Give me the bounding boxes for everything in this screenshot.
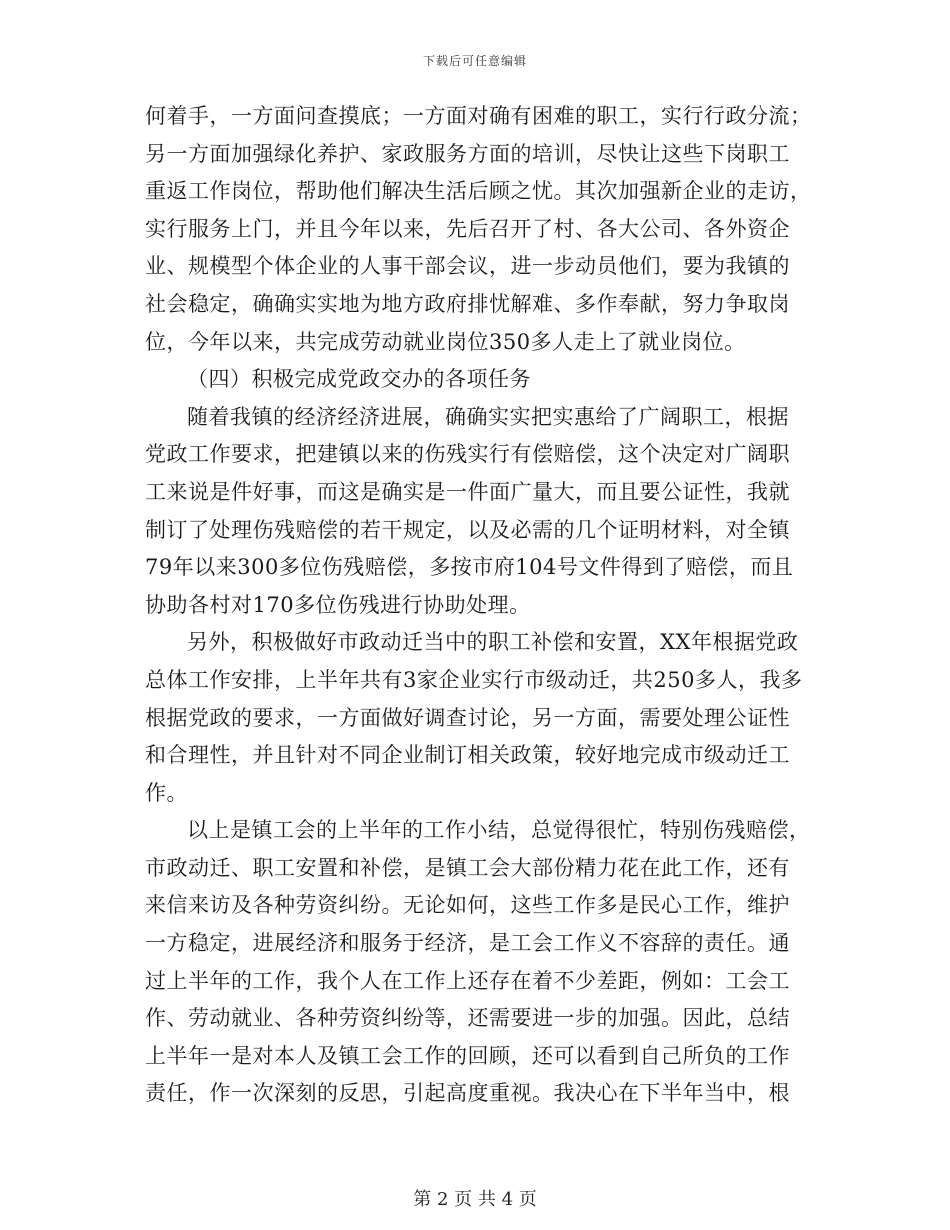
page-number: 第 2 页 共 4 页 xyxy=(413,1189,537,1210)
text-line: 来信来访及各种劳资纠纷。无论如何，这些工作多是民心工作，维护 xyxy=(145,893,790,918)
text-line: 一方稳定，进展经济和服务于经济，是工会工作义不容辞的责任。通 xyxy=(145,931,790,956)
text-line: 过上半年的工作，我个人在工作上还存在着不少差距，例如：工会工 xyxy=(145,968,790,993)
text-line: 重返工作岗位，帮助他们解决生活后顾之忧。其次加强新企业的走访， xyxy=(145,179,812,204)
text-line: 位，今年以来，共完成劳动就业岗位350多人走上了就业岗位。 xyxy=(145,329,746,354)
text-line: 市政动迁、职工安置和补偿，是镇工会大部份精力花在此工作，还有 xyxy=(145,855,790,880)
text-line: 协助各村对170多位伤残进行协助处理。 xyxy=(145,592,531,617)
text-line: 业、规模型个体企业的人事干部会议，进一步动员他们，要为我镇的 xyxy=(145,254,790,279)
section-heading: （四）积极完成党政交办的各项任务 xyxy=(187,367,531,392)
text-line: 工来说是件好事，而这是确实是一件面广量大，而且要公证性，我就 xyxy=(145,479,790,504)
text-line: 制订了处理伤残赔偿的若干规定，以及必需的几个证明材料，对全镇 xyxy=(145,517,790,542)
paragraph-start: 以上是镇工会的上半年的工作小结，总觉得很忙，特别伤残赔偿， xyxy=(187,818,811,843)
text-line: 另一方面加强绿化养护、家政服务方面的培训，尽快让这些下岗职工 xyxy=(145,141,790,166)
text-line: 79年以来300多位伤残赔偿，多按市府104号文件得到了赔偿，而且 xyxy=(145,555,794,580)
text-line: 总体工作安排，上半年共有3家企业实行市级动迁，共250多人，我多 xyxy=(145,667,803,692)
paragraph-start: 随着我镇的经济经济进展，确确实实把实惠给了广阔职工，根据 xyxy=(187,404,789,429)
text-line: 作。 xyxy=(145,780,188,805)
text-line: 社会稳定，确确实实地为地方政府排忧解难、多作奉献，努力争取岗 xyxy=(145,291,790,316)
text-line: 和合理性，并且针对不同企业制订相关政策，较好地完成市级动迁工 xyxy=(145,743,790,768)
text-line: 根据党政的要求，一方面做好调查讨论，另一方面，需要处理公证性 xyxy=(145,705,790,730)
text-line: 上半年一是对本人及镇工会工作的回顾，还可以看到自己所负的工作 xyxy=(145,1043,790,1068)
paragraph-start: 另外，积极做好市政动迁当中的职工补偿和安置，XX年根据党政 xyxy=(187,630,799,655)
text-line: 何着手，一方面问查摸底；一方面对确有困难的职工，实行行政分流； xyxy=(145,104,812,128)
document-body xyxy=(145,98,812,1113)
text-line: 作、劳动就业、各种劳资纠纷等，还需要进一步的加强。因此，总结 xyxy=(145,1006,790,1031)
text-line: 党政工作要求，把建镇以来的伤残实行有偿赔偿，这个决定对广阔职 xyxy=(145,442,790,467)
text-line: 责任，作一次深刻的反思，引起高度重视。我决心在下半年当中，根 xyxy=(145,1081,790,1106)
text-line: 实行服务上门，并且今年以来，先后召开了村、各大公司、各外资企 xyxy=(145,216,790,241)
page-header: 下载后可任意编辑 xyxy=(422,54,527,68)
